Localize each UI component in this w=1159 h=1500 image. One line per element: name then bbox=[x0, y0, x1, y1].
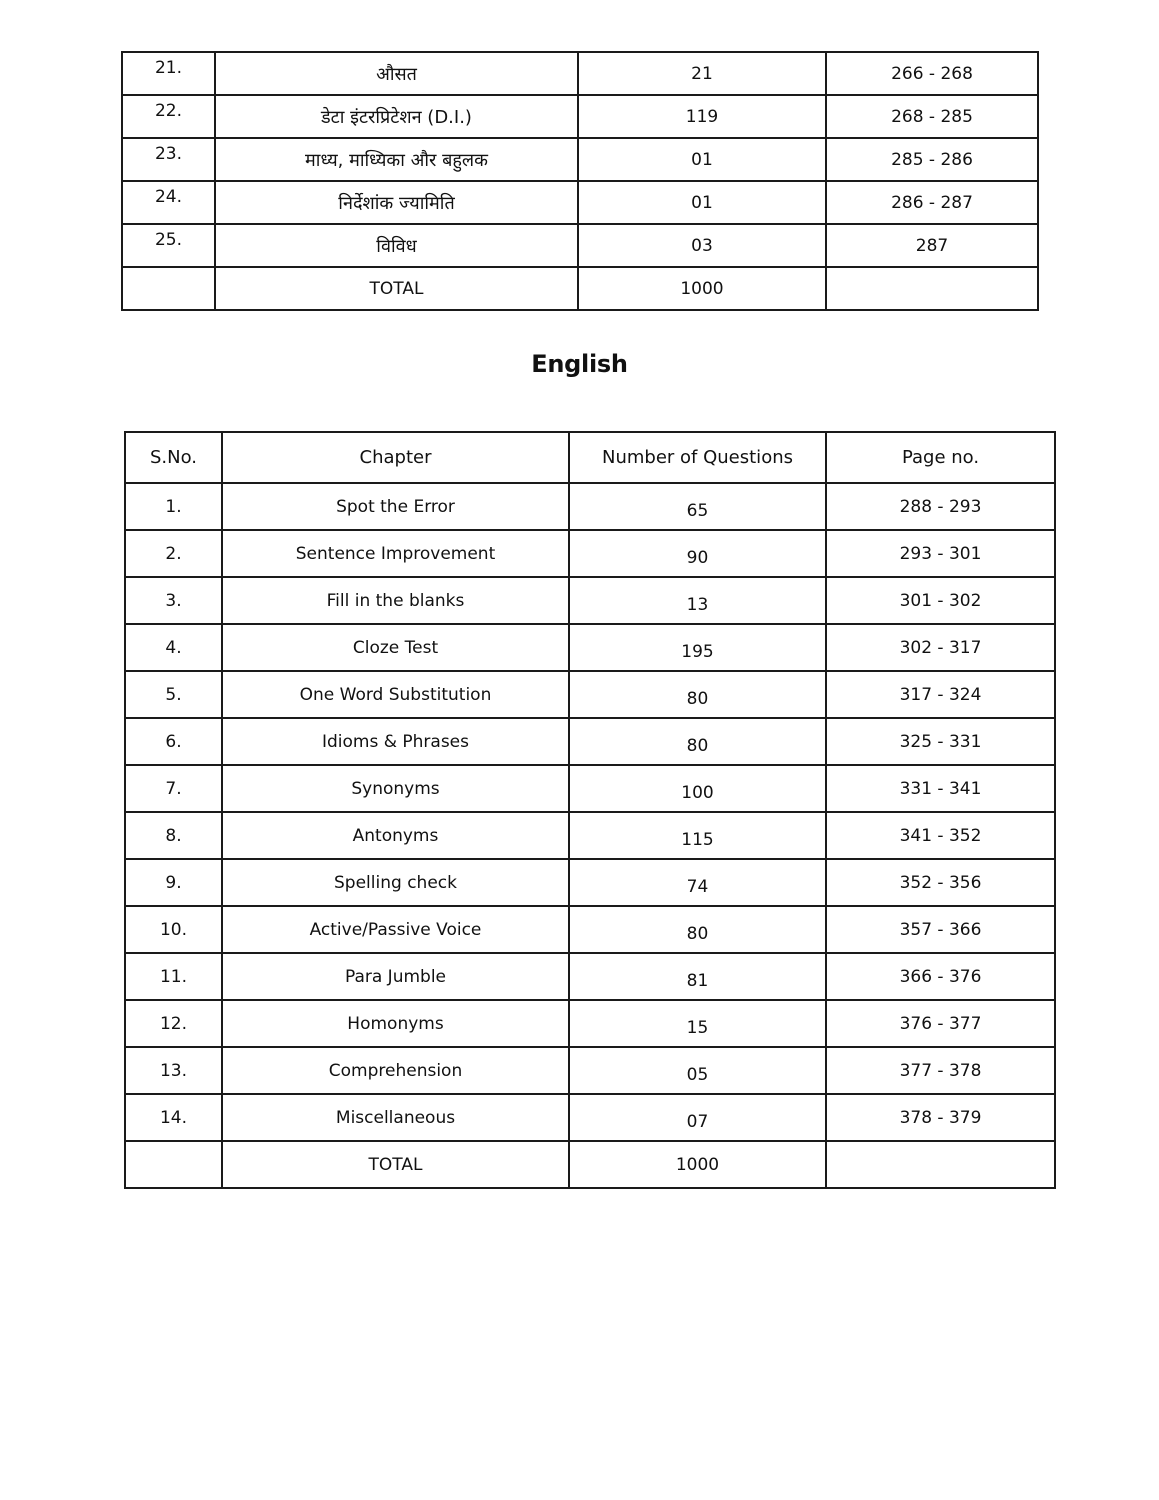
continued-contents-table bbox=[121, 51, 1039, 311]
question-count: 01 bbox=[578, 181, 826, 224]
serial-number: 8. bbox=[125, 812, 222, 859]
empty-cell bbox=[122, 267, 215, 310]
serial-number: 11. bbox=[125, 953, 222, 1000]
table-row bbox=[122, 52, 1038, 95]
section-heading: English bbox=[531, 350, 628, 378]
total-label: TOTAL bbox=[215, 267, 578, 310]
page-range: 378 - 379 bbox=[826, 1094, 1055, 1141]
page-range: 331 - 341 bbox=[826, 765, 1055, 812]
question-count: 80 bbox=[569, 671, 826, 718]
column-header-chapter: Chapter bbox=[222, 432, 569, 483]
chapter-name: Sentence Improvement bbox=[222, 530, 569, 577]
empty-cell bbox=[125, 1141, 222, 1188]
chapter-name: Homonyms bbox=[222, 1000, 569, 1047]
serial-number: 4. bbox=[125, 624, 222, 671]
table-row bbox=[125, 718, 1055, 765]
table-row bbox=[125, 1000, 1055, 1047]
serial-number: 7. bbox=[125, 765, 222, 812]
serial-number: 24. bbox=[122, 181, 215, 224]
total-label: TOTAL bbox=[222, 1141, 569, 1188]
serial-number: 6. bbox=[125, 718, 222, 765]
chapter-name: Spot the Error bbox=[222, 483, 569, 530]
chapter-name: One Word Substitution bbox=[222, 671, 569, 718]
table-header-row bbox=[125, 432, 1055, 483]
table-row bbox=[125, 577, 1055, 624]
serial-number: 5. bbox=[125, 671, 222, 718]
serial-number: 10. bbox=[125, 906, 222, 953]
chapter-name: Active/Passive Voice bbox=[222, 906, 569, 953]
table-row bbox=[125, 530, 1055, 577]
empty-cell bbox=[826, 1141, 1055, 1188]
chapter-name: Synonyms bbox=[222, 765, 569, 812]
page-range: 293 - 301 bbox=[826, 530, 1055, 577]
chapter-name: Cloze Test bbox=[222, 624, 569, 671]
page-range: 325 - 331 bbox=[826, 718, 1055, 765]
table-row bbox=[125, 1047, 1055, 1094]
serial-number: 21. bbox=[122, 52, 215, 95]
total-row bbox=[122, 267, 1038, 310]
page-range: 301 - 302 bbox=[826, 577, 1055, 624]
page-range: 352 - 356 bbox=[826, 859, 1055, 906]
serial-number: 25. bbox=[122, 224, 215, 267]
page-range: 288 - 293 bbox=[826, 483, 1055, 530]
table-row bbox=[122, 138, 1038, 181]
table-row bbox=[125, 1094, 1055, 1141]
page-range: 357 - 366 bbox=[826, 906, 1055, 953]
question-count: 100 bbox=[569, 765, 826, 812]
question-count: 115 bbox=[569, 812, 826, 859]
serial-number: 9. bbox=[125, 859, 222, 906]
serial-number: 2. bbox=[125, 530, 222, 577]
empty-cell bbox=[826, 267, 1038, 310]
table-row bbox=[122, 95, 1038, 138]
table-row bbox=[125, 859, 1055, 906]
table-row bbox=[125, 483, 1055, 530]
total-question-count: 1000 bbox=[569, 1141, 826, 1188]
chapter-name: Fill in the blanks bbox=[222, 577, 569, 624]
question-count: 80 bbox=[569, 906, 826, 953]
page-range: 341 - 352 bbox=[826, 812, 1055, 859]
serial-number: 22. bbox=[122, 95, 215, 138]
question-count: 01 bbox=[578, 138, 826, 181]
table-row bbox=[125, 953, 1055, 1000]
question-count: 13 bbox=[569, 577, 826, 624]
column-header-sno: S.No. bbox=[125, 432, 222, 483]
page-range: 376 - 377 bbox=[826, 1000, 1055, 1047]
page-range: 317 - 324 bbox=[826, 671, 1055, 718]
question-count: 119 bbox=[578, 95, 826, 138]
topic-name: विविध bbox=[215, 224, 578, 267]
table-row bbox=[125, 765, 1055, 812]
serial-number: 3. bbox=[125, 577, 222, 624]
question-count: 195 bbox=[569, 624, 826, 671]
page-range: 266 - 268 bbox=[826, 52, 1038, 95]
serial-number: 23. bbox=[122, 138, 215, 181]
chapter-name: Para Jumble bbox=[222, 953, 569, 1000]
question-count: 07 bbox=[569, 1094, 826, 1141]
topic-name: माध्य, माध्यिका और बहुलक bbox=[215, 138, 578, 181]
chapter-name: Idioms & Phrases bbox=[222, 718, 569, 765]
table-row bbox=[125, 906, 1055, 953]
question-count: 90 bbox=[569, 530, 826, 577]
page-range: 366 - 376 bbox=[826, 953, 1055, 1000]
question-count: 81 bbox=[569, 953, 826, 1000]
question-count: 05 bbox=[569, 1047, 826, 1094]
page-range: 302 - 317 bbox=[826, 624, 1055, 671]
table-row bbox=[125, 624, 1055, 671]
serial-number: 12. bbox=[125, 1000, 222, 1047]
chapter-name: Antonyms bbox=[222, 812, 569, 859]
table-row bbox=[125, 671, 1055, 718]
page-range: 268 - 285 bbox=[826, 95, 1038, 138]
total-row bbox=[125, 1141, 1055, 1188]
topic-name: डेटा इंटरप्रिटेशन (D.I.) bbox=[215, 95, 578, 138]
serial-number: 1. bbox=[125, 483, 222, 530]
serial-number: 13. bbox=[125, 1047, 222, 1094]
serial-number: 14. bbox=[125, 1094, 222, 1141]
chapter-name: Comprehension bbox=[222, 1047, 569, 1094]
question-count: 80 bbox=[569, 718, 826, 765]
chapter-name: Miscellaneous bbox=[222, 1094, 569, 1141]
english-contents-table bbox=[124, 431, 1056, 1189]
table-row bbox=[122, 181, 1038, 224]
page-range: 287 bbox=[826, 224, 1038, 267]
chapter-name: Spelling check bbox=[222, 859, 569, 906]
question-count: 21 bbox=[578, 52, 826, 95]
page-range: 285 - 286 bbox=[826, 138, 1038, 181]
question-count: 15 bbox=[569, 1000, 826, 1047]
table-row bbox=[125, 812, 1055, 859]
column-header-questions: Number of Questions bbox=[569, 432, 826, 483]
question-count: 65 bbox=[569, 483, 826, 530]
total-question-count: 1000 bbox=[578, 267, 826, 310]
question-count: 03 bbox=[578, 224, 826, 267]
topic-name: निर्देशांक ज्यामिति bbox=[215, 181, 578, 224]
topic-name: औसत bbox=[215, 52, 578, 95]
page-range: 377 - 378 bbox=[826, 1047, 1055, 1094]
column-header-pages: Page no. bbox=[826, 432, 1055, 483]
question-count: 74 bbox=[569, 859, 826, 906]
page-range: 286 - 287 bbox=[826, 181, 1038, 224]
table-row bbox=[122, 224, 1038, 267]
